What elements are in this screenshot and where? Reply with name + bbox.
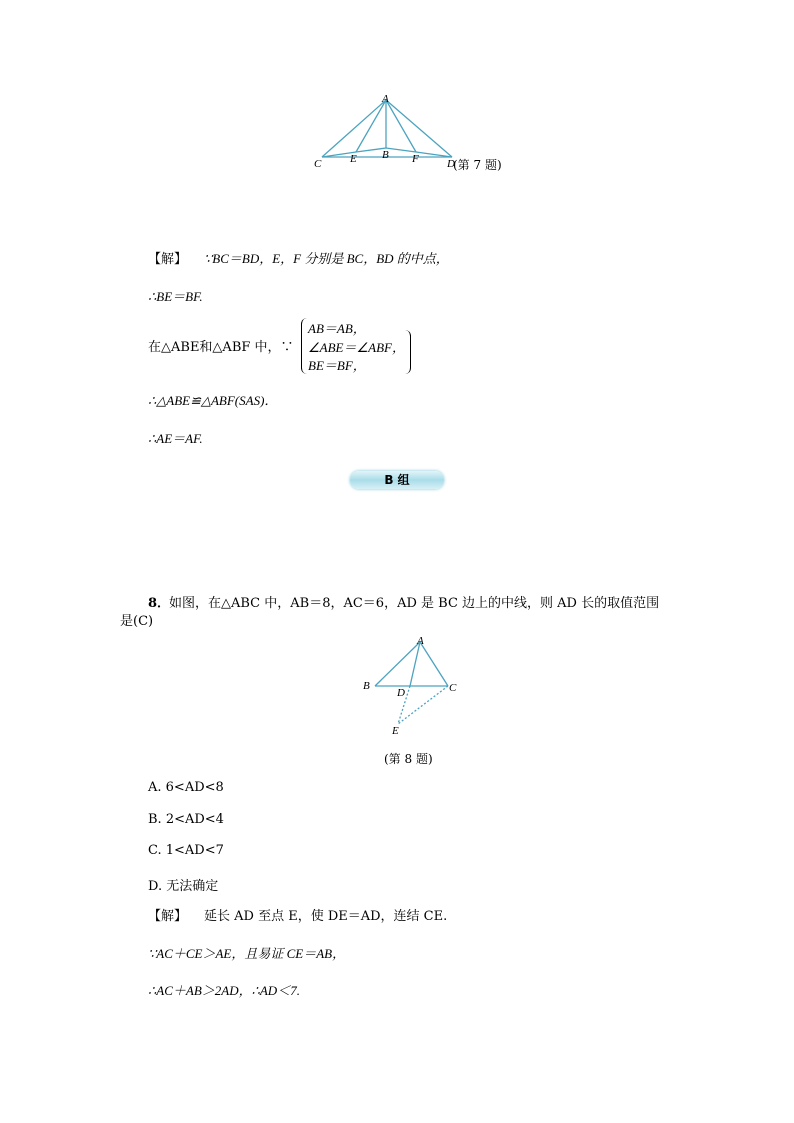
option-a: A. 6<AD<8 bbox=[148, 780, 224, 795]
solution-8-tag: 【解】 bbox=[148, 909, 188, 924]
solution-8-line-2: ∵AC＋CE＞AE，且易证 CE＝AB， bbox=[148, 946, 346, 961]
option-c: C. 1<AD<7 bbox=[148, 843, 224, 858]
solution-7-line-1: ∵BC＝BD，E，F 分别是 BC，BD 的中点， bbox=[204, 251, 449, 266]
solution-7-line-4: ∴△ABE≌△ABF(SAS)． bbox=[148, 393, 278, 408]
condition-1: AB＝AB， bbox=[308, 321, 366, 336]
label-a: A bbox=[417, 635, 424, 647]
label-f: F bbox=[412, 153, 419, 165]
segment-ad bbox=[410, 642, 420, 686]
solution-8-line-1: 延长 AD 至点 E，使 DE＝AD，连结 CE. bbox=[204, 909, 448, 924]
figure-7-caption: (第 7 题) bbox=[453, 158, 502, 172]
figure-7 bbox=[300, 90, 540, 180]
segment-af bbox=[386, 100, 416, 152]
segment-ab bbox=[375, 642, 420, 686]
label-d: D bbox=[447, 158, 455, 170]
question-8-text-1: 如图，在△ABC 中，AB＝8，AC＝6，AD 是 BC 边上的中线，则 AD 长的取值范围 bbox=[169, 596, 660, 611]
right-brace bbox=[404, 330, 411, 374]
solution-7-line-2: ∴BE＝BF. bbox=[148, 289, 203, 304]
label-c: C bbox=[449, 682, 457, 694]
group-b-banner: B 组 bbox=[350, 471, 444, 489]
question-8-text-2: 是(C) bbox=[120, 614, 154, 629]
option-b: B. 2<AD<4 bbox=[148, 812, 224, 827]
label-b: B bbox=[382, 149, 389, 161]
label-e: E bbox=[350, 153, 357, 165]
label-a: A bbox=[382, 93, 389, 105]
condition-3: BE＝BF， bbox=[308, 358, 366, 373]
solution-7-line-3: 在△ABE和△ABF 中，∵ bbox=[148, 340, 294, 355]
label-c: C bbox=[314, 158, 322, 170]
solution-7-tag: 【解】 bbox=[148, 252, 188, 267]
segment-ce bbox=[398, 686, 448, 724]
condition-2: ∠ABE＝∠ABF， bbox=[308, 340, 405, 355]
segment-ac bbox=[420, 642, 448, 686]
figure-8-caption: (第 8 题) bbox=[384, 752, 433, 766]
segment-ac bbox=[322, 100, 386, 157]
segment-ad bbox=[386, 100, 452, 157]
figure-8 bbox=[360, 632, 470, 740]
solution-7-line-5: ∴AE＝AF. bbox=[148, 431, 203, 446]
label-b: B bbox=[363, 680, 370, 692]
option-d: D. 无法确定 bbox=[148, 879, 219, 894]
question-8-number: 8． bbox=[148, 596, 171, 611]
label-d: D bbox=[397, 687, 405, 699]
left-brace bbox=[301, 318, 308, 374]
label-e: E bbox=[392, 725, 399, 737]
segment-ae bbox=[356, 100, 386, 152]
solution-8-line-3: ∴AC＋AB＞2AD，∴AD＜7. bbox=[148, 983, 300, 998]
